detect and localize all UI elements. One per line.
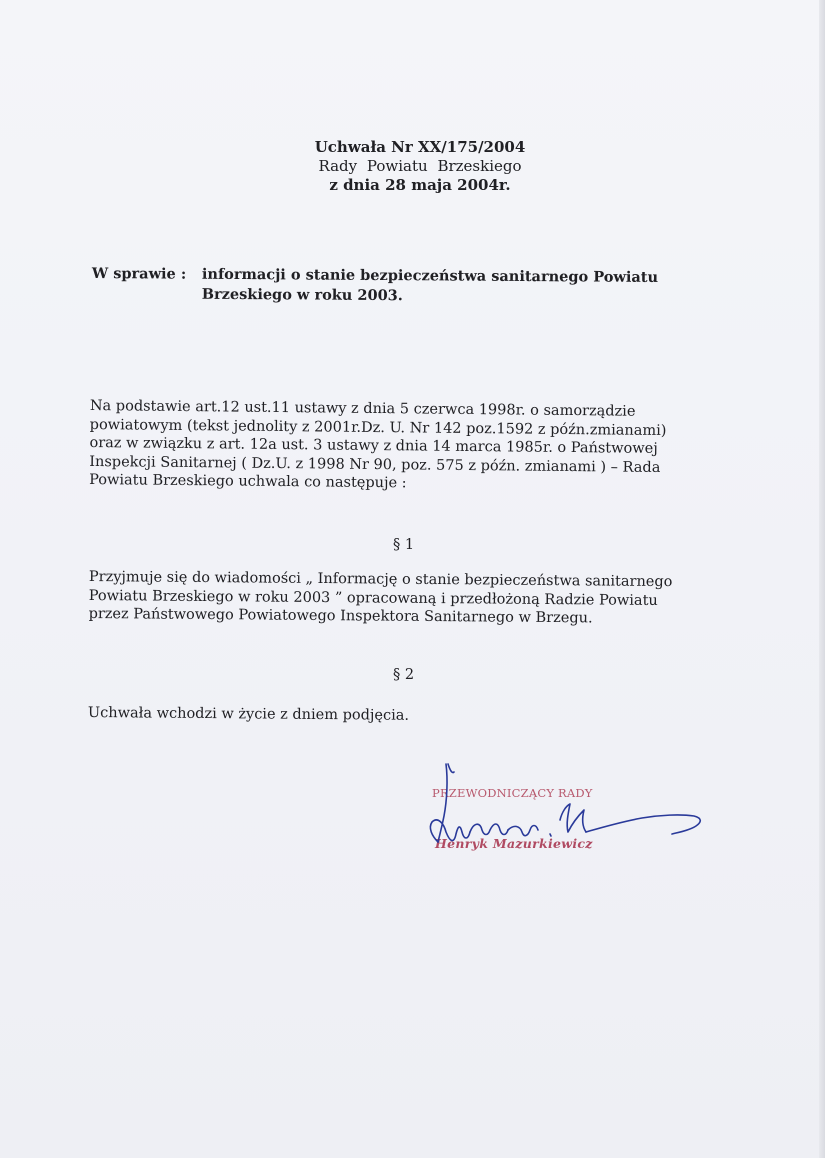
subject-label: W sprawie : <box>91 264 187 283</box>
resolution-header <box>230 138 610 195</box>
subject-block <box>91 264 712 305</box>
preamble-line: powiatowym (tekst jednolity z 2001r.Dz. U. Nr 142 poz.1592 z późn.zmianami) <box>89 416 667 439</box>
council-name: Rady Powiatu Brzeskiego <box>318 157 522 175</box>
resolution-date: z dnia 28 maja 2004r. <box>329 176 511 194</box>
section-2-mark: § 2 <box>393 667 415 683</box>
chairman-stamp-name: Henryk Mazurkiewicz <box>435 836 593 851</box>
subject-text: informacji o stanie bezpieczeństwa sanitarnego Powiatu Brzeskiego w roku 2003. <box>201 265 659 305</box>
resolution-title: Uchwała Nr XX/175/2004 <box>314 138 526 156</box>
section-1-line: Przyjmuje się do wiadomości „ Informację o stanie bezpieczeństwa sanitarnego <box>88 568 673 591</box>
section-1-line: Powiatu Brzeskiego w roku 2003 ” opracowaną i przedłożoną Radzie Powiatu <box>88 587 658 609</box>
preamble-line: Na podstawie art.12 ust.11 ustawy z dnia 5 czerwca 1998r. o samorządzie <box>89 397 636 420</box>
section-1-mark: § 1 <box>393 537 415 553</box>
preamble-paragraph <box>89 397 730 496</box>
signature-block <box>410 760 720 870</box>
preamble-line: oraz w związku z art. 12a ust. 3 ustawy z dnia 14 marca 1985r. o Państwowej <box>89 434 658 457</box>
preamble-line: Powiatu Brzeskiego uchwala co następuje : <box>89 471 407 492</box>
handwritten-signature <box>410 760 720 870</box>
section-2-paragraph <box>88 704 409 725</box>
chairman-stamp-title: PRZEWODNICZĄCY RADY <box>432 786 593 800</box>
section-1-paragraph <box>89 568 739 629</box>
preamble-line: Inspekcji Sanitarnej ( Dz.U. z 1998 Nr 90, poz. 575 z późn. zmianami ) – Rada <box>89 453 661 476</box>
section-2-line: Uchwała wchodzi w życie z dniem podjęcia. <box>87 704 410 724</box>
section-1-line: przez Państwowego Powiatowego Inspektora Sanitarnego w Brzegu. <box>88 605 593 627</box>
page-edge-shadow <box>819 0 825 1158</box>
